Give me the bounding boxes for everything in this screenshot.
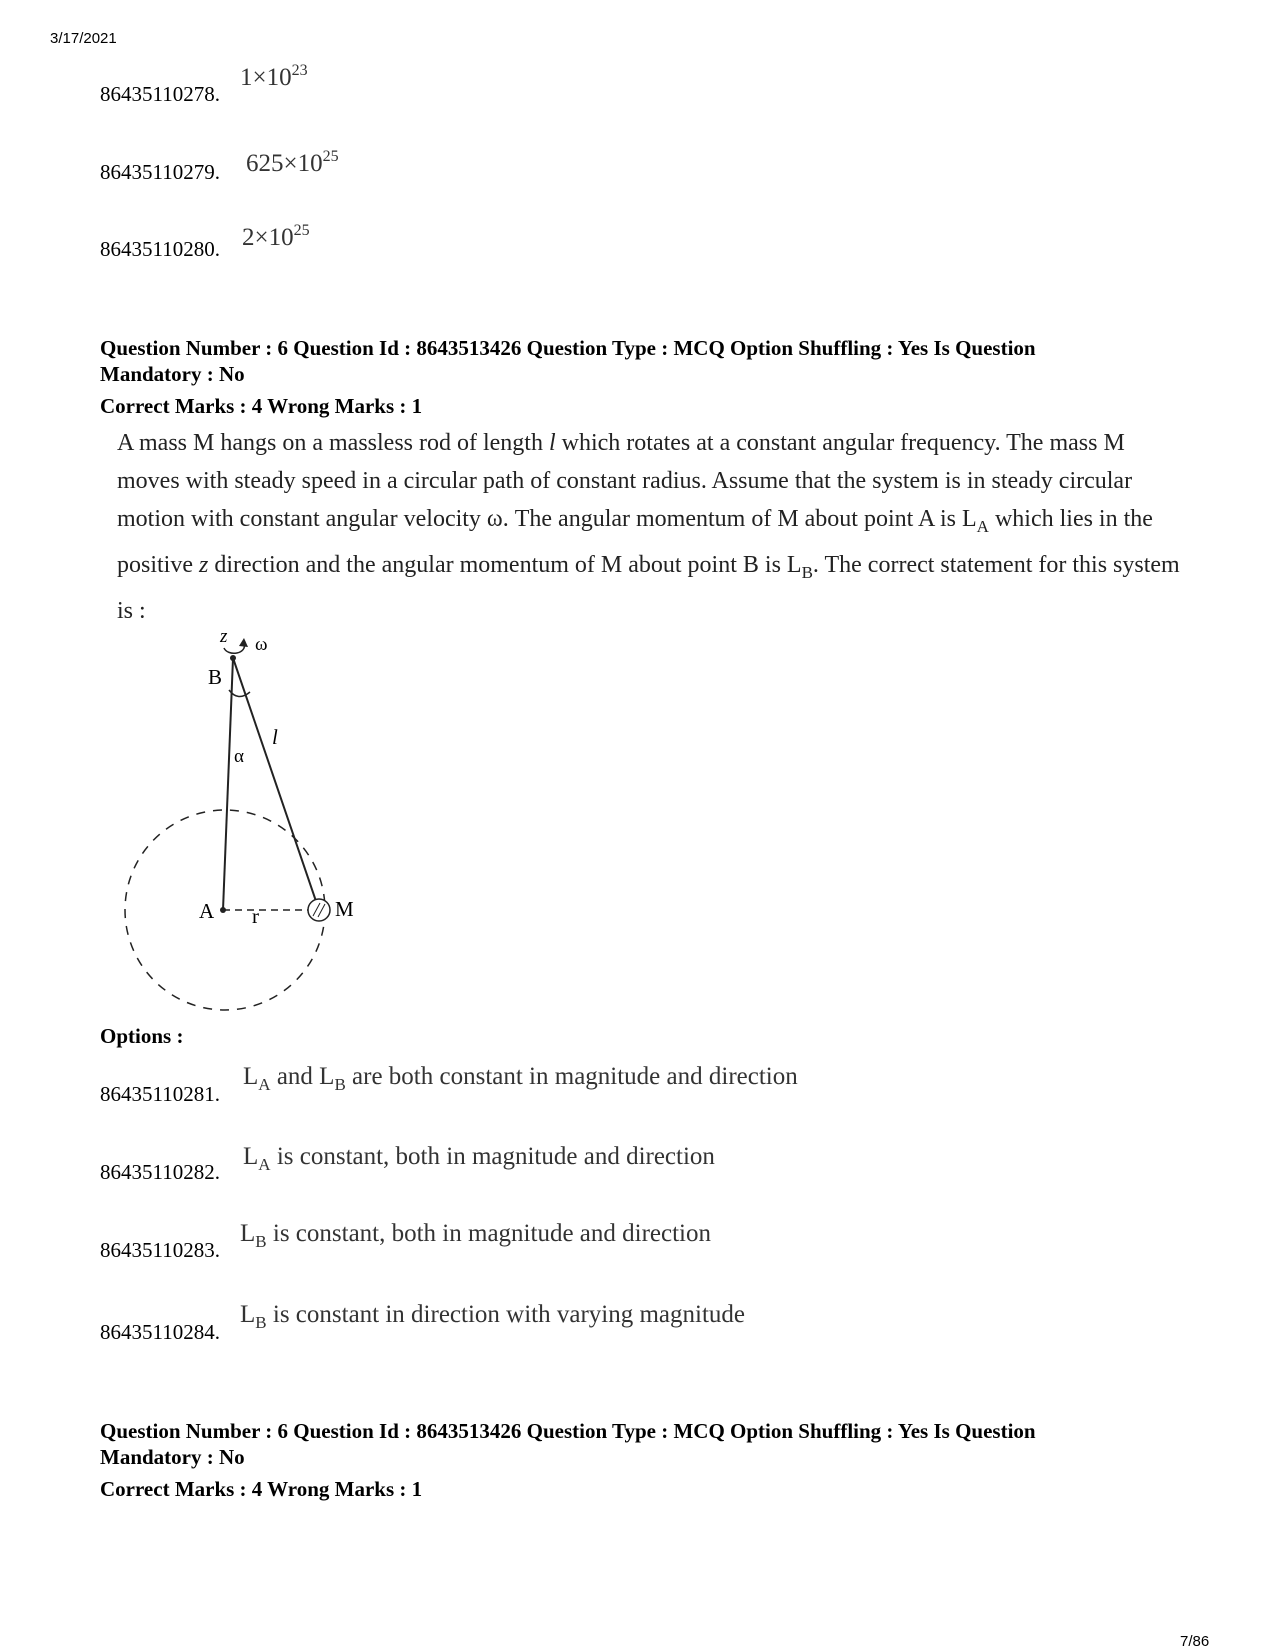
option-id: 86435110280. bbox=[100, 237, 220, 261]
point-b-dot bbox=[230, 655, 236, 661]
option-text: $L_B$ is constant in direction with varying magnitude bbox=[240, 1301, 746, 1332]
option-id: 86435110282. bbox=[100, 1160, 220, 1184]
option-text: $L_B$ is constant, both in magnitude and direction bbox=[240, 1220, 711, 1251]
label-z: z bbox=[220, 626, 228, 647]
option-id: 86435110281. bbox=[100, 1082, 220, 1106]
question-meta-line2: Mandatory : No bbox=[100, 1445, 245, 1469]
question-text: A mass M hangs on a massless rod of length l which rotates at a constant angular frequency. The mass M moves with steady speed in a circular path of constant radius. Assume that the system is in steady circular motion with constant angular velocity ω. The angular momentum of M about point A is $L_A$ which lies in the positive z direction and the angular momentum of M about point B is $L_B$. The correct statement for this system is : bbox=[117, 430, 1180, 624]
question-meta-line1: Question Number : 6 Question Id : 8643513426 Question Type : MCQ Option Shuffling : Yes Is Question bbox=[100, 336, 1036, 360]
rod-line bbox=[233, 658, 319, 910]
option-id: 86435110283. bbox=[100, 1238, 220, 1262]
question-meta-line2: Mandatory : No bbox=[100, 362, 245, 386]
vertical-axis-line bbox=[223, 658, 233, 910]
option-row bbox=[100, 160, 220, 185]
question-meta-line1: Question Number : 6 Question Id : 8643513426 Question Type : MCQ Option Shuffling : Yes Is Question bbox=[100, 1419, 1036, 1443]
question-header bbox=[100, 335, 1200, 419]
label-a: A bbox=[199, 899, 215, 923]
pendulum-diagram bbox=[110, 620, 390, 1020]
point-a-dot bbox=[220, 907, 226, 913]
option-math: $1\times 10^{23}$ bbox=[240, 62, 308, 91]
label-m: M bbox=[335, 897, 354, 921]
label-b: B bbox=[208, 665, 223, 689]
options-label: Options : bbox=[100, 1024, 184, 1048]
label-l: l bbox=[272, 725, 278, 749]
option-math: $2\times 10^{25}$ bbox=[242, 222, 310, 251]
page-number: 7/86 bbox=[1180, 1633, 1210, 1650]
label-omega: ω bbox=[255, 634, 268, 655]
question-marks: Correct Marks : 4 Wrong Marks : 1 bbox=[100, 1477, 423, 1501]
option-row bbox=[100, 237, 220, 262]
label-alpha: α bbox=[234, 746, 244, 767]
rotation-arrowhead-icon bbox=[239, 638, 248, 647]
label-r: r bbox=[252, 904, 259, 928]
option-math: $625\times 10^{25}$ bbox=[246, 148, 339, 177]
next-question-header bbox=[100, 1418, 1200, 1502]
option-id: 86435110278. bbox=[100, 82, 220, 106]
option-row bbox=[100, 82, 220, 107]
option-text: $L_A$ and $L_B$ are both constant in magnitude and direction bbox=[243, 1063, 798, 1094]
mass-m bbox=[308, 899, 330, 921]
question-marks: Correct Marks : 4 Wrong Marks : 1 bbox=[100, 394, 423, 418]
print-date: 3/17/2021 bbox=[50, 30, 117, 47]
option-id: 86435110284. bbox=[100, 1320, 220, 1344]
option-id: 86435110279. bbox=[100, 160, 220, 184]
option-text: $L_A$ is constant, both in magnitude and direction bbox=[243, 1143, 715, 1174]
